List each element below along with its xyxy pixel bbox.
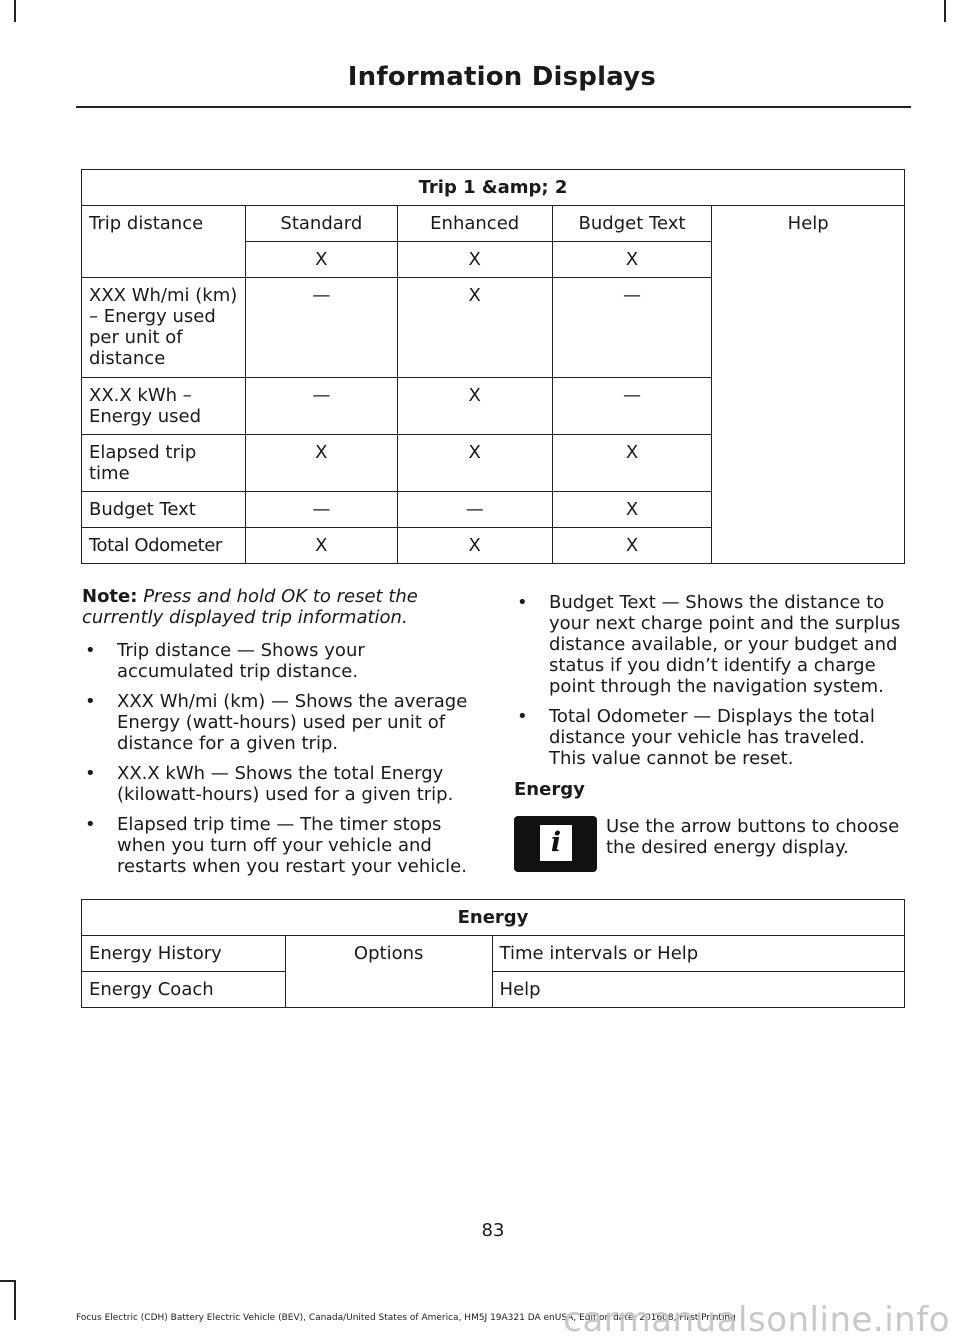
trip-distance-label: Trip distance [82, 206, 246, 278]
column-header-budget-text: Budget Text [552, 206, 712, 242]
table-cell: X [397, 278, 552, 378]
list-item-text: Budget Text — Shows the distance to your next charge point and the surplus distance available, or your budget and status if you didn’t identify a charge point through the navigation system. [549, 592, 901, 697]
info-text: Use the arrow buttons to choose the desired energy display. [606, 816, 900, 858]
energy-heading: Energy [514, 779, 585, 800]
table-cell: — [245, 278, 397, 378]
table-cell: X [245, 435, 397, 492]
table-cell: Help [492, 972, 904, 1008]
table-cell: X [397, 378, 552, 435]
table-cell: X [397, 528, 552, 564]
page-title: Information Displays [347, 62, 656, 92]
table-cell: — [552, 378, 712, 435]
row-label: Energy Coach [82, 972, 286, 1008]
footer-text: Focus Electric (CDH) Battery Electric Vehicle (BEV), Canada/United States of America, HM5J 19A321 DA enUSA, Edition date: 201608, First Printing [76, 1313, 736, 1323]
help-cell: Help [712, 206, 905, 564]
table-cell: X [552, 492, 712, 528]
table-cell: — [552, 278, 712, 378]
list-item [82, 691, 477, 754]
crop-mark-bottom-left-horizontal [0, 1280, 16, 1282]
crop-mark-bottom-left-vertical [14, 1280, 16, 1320]
bullet-icon: • [517, 592, 528, 613]
info-callout [514, 816, 907, 876]
table-cell: — [245, 492, 397, 528]
row-label: XX.X kWh –Energy used [82, 378, 246, 435]
bullet-icon: • [85, 691, 96, 712]
table-cell: Time intervals or Help [492, 936, 904, 972]
bullet-icon: • [85, 814, 96, 835]
right-column [514, 592, 907, 876]
table-cell: X [397, 242, 552, 278]
row-label: Elapsed trip time [82, 435, 246, 492]
row-label: Budget Text [82, 492, 246, 528]
list-item [82, 640, 477, 682]
header-divider [76, 106, 911, 108]
row-label: XXX Wh/mi (km) – Energy used per unit of distance [82, 278, 246, 378]
table-cell: X [245, 242, 397, 278]
page-number: 83 [481, 1220, 505, 1241]
table-row [82, 972, 905, 1008]
table-cell: X [245, 528, 397, 564]
crop-mark-top-left-vertical [14, 0, 16, 22]
bullet-icon: • [517, 706, 528, 727]
info-icon [514, 816, 597, 872]
column-header-standard: Standard [245, 206, 397, 242]
watermark: carmanualsonline.info [563, 1300, 950, 1340]
crop-mark-top-right-vertical [944, 0, 946, 22]
energy-table-title: Energy [82, 900, 905, 936]
list-item [514, 706, 907, 769]
table-cell: X [552, 242, 712, 278]
trip-table-title: Trip 1 &amp; 2 [82, 170, 905, 206]
list-item-text: Elapsed trip time — The timer stops when you turn off your vehicle and restarts when you restart your vehicle. [117, 814, 467, 877]
table-cell: X [397, 435, 552, 492]
list-item-text: Total Odometer — Displays the total distance your vehicle has traveled. This value cannot be reset. [549, 706, 875, 769]
table-cell: X [552, 435, 712, 492]
row-label: Energy History [82, 936, 286, 972]
list-item-text: XX.X kWh — Shows the total Energy (kilowatt-hours) used for a given trip. [117, 763, 454, 805]
table-cell: — [245, 378, 397, 435]
note-label: Note: [82, 586, 138, 607]
table-cell: X [552, 528, 712, 564]
energy-table [81, 899, 905, 1008]
list-item-text: Trip distance — Shows your accumulated trip distance. [117, 640, 365, 682]
note [82, 586, 477, 628]
options-cell: Options [285, 936, 492, 1008]
bullet-icon: • [85, 763, 96, 784]
note-text: Press and hold OK to reset the currently displayed trip information. [82, 586, 418, 628]
list-item [514, 592, 907, 697]
bullet-icon: • [85, 640, 96, 661]
list-item-text: XXX Wh/mi (km) — Shows the average Energy (watt-hours) used per unit of distance for a given trip. [117, 691, 468, 754]
trip-table [81, 169, 905, 564]
info-icon-glyph: i [550, 827, 562, 858]
left-column [82, 586, 477, 886]
list-item [82, 763, 477, 805]
row-label: Total Odometer [82, 528, 246, 564]
table-cell: — [397, 492, 552, 528]
table-row [82, 936, 905, 972]
list-item [82, 814, 477, 877]
column-header-enhanced: Enhanced [397, 206, 552, 242]
